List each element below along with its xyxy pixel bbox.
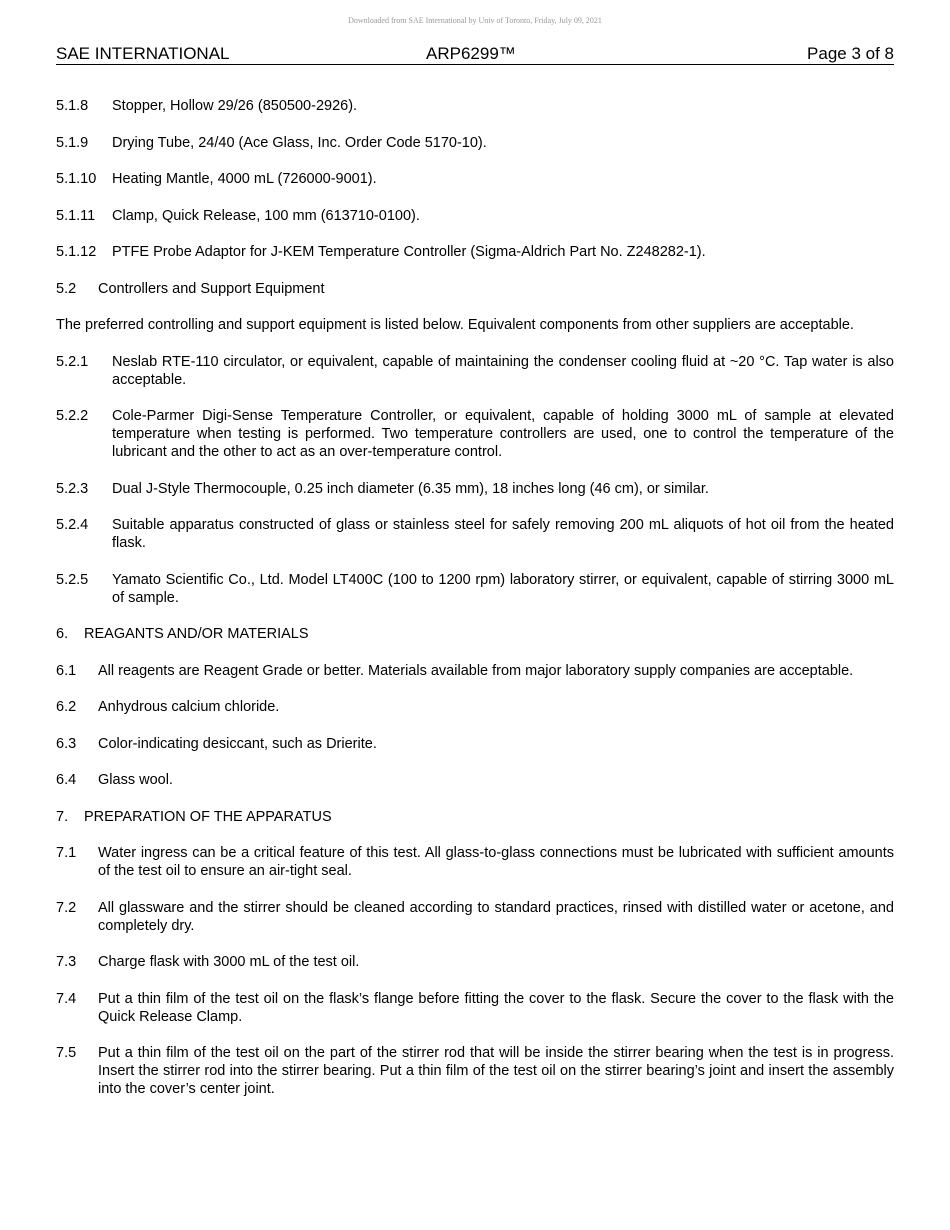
item-number: 5.1.8 (56, 98, 89, 114)
item-text: Charge flask with 3000 mL of the test oil. (98, 954, 360, 970)
paragraph-text: The preferred controlling and support equipment is listed below. Equivalent components from other suppliers are acceptable. (56, 317, 854, 333)
list-item (56, 243, 894, 261)
section-heading (56, 280, 894, 298)
section-number: 5.2 (56, 280, 77, 297)
section-title: Controllers and Support Equipment (98, 280, 325, 297)
header-page-number: Page 3 of 8 (807, 44, 894, 63)
item-text: Heating Mantle, 4000 mL (726000-9001). (112, 171, 377, 187)
item-number: 6.4 (56, 772, 77, 788)
item-text: Drying Tube, 24/40 (Ace Glass, Inc. Order Code 5170-10). (112, 134, 487, 151)
section-title: REAGANTS AND/OR MATERIALS (84, 626, 309, 642)
item-number: 7.5 (56, 1045, 77, 1061)
item-text: Put a thin film of the test oil on the flask’s flange before fitting the cover to the flask. Secure the cover to the flask with the Quick Release Clamp. (98, 990, 894, 1025)
item-number: 5.2.5 (56, 571, 89, 588)
item-number: 6.3 (56, 735, 77, 752)
item-text: Dual J-Style Thermocouple, 0.25 inch diameter (6.35 mm), 18 inches long (46 cm), or similar. (112, 480, 709, 497)
item-text: Stopper, Hollow 29/26 (850500-2926). (112, 98, 358, 114)
item-number: 6.1 (56, 662, 77, 679)
item-number: 5.2.4 (56, 517, 89, 533)
section-number: 7. (56, 808, 69, 825)
list-item (56, 97, 894, 115)
list-item (56, 170, 894, 188)
item-text: All glassware and the stirrer should be cleaned according to standard practices, rinsed with distilled water or acetone, and completely dry. (98, 899, 894, 934)
section-number: 6. (56, 626, 69, 642)
item-number: 7.2 (56, 899, 77, 916)
item-text: Anhydrous calcium chloride. (98, 699, 280, 715)
list-item (56, 662, 894, 680)
item-number: 7.3 (56, 954, 77, 970)
item-text: Color-indicating desiccant, such as Drierite. (98, 735, 377, 752)
section-title: PREPARATION OF THE APPARATUS (84, 808, 332, 825)
download-watermark: Downloaded from SAE International by Univ of Toronto, Friday, July 09, 2021 (348, 16, 602, 25)
list-item (56, 844, 894, 880)
section-heading (56, 625, 894, 643)
item-number: 5.2.2 (56, 408, 89, 424)
item-text: Yamato Scientific Co., Ltd. Model LT400C (100 to 1200 rpm) laboratory stirrer, or equivalent, capable of stirring 3000 mL of sample. (112, 571, 894, 606)
item-text: Neslab RTE-110 circulator, or equivalent, capable of maintaining the condenser cooling fluid at ~20 °C. Tap water is also acceptable. (112, 353, 894, 388)
header-organization: SAE INTERNATIONAL (56, 44, 230, 63)
item-number: 5.1.10 (56, 171, 97, 187)
item-number: 5.2.3 (56, 480, 89, 497)
list-item (56, 698, 894, 716)
item-text: Cole-Parmer Digi-Sense Temperature Controller, or equivalent, capable of holding 3000 mL of sample at elevated temperature when testing is performed. Two temperature controllers are used, one to control the temperature of the lubricant and the other to act as an over-temperature control. (112, 408, 894, 460)
item-number: 5.1.9 (56, 134, 89, 151)
item-text: Put a thin film of the test oil on the part of the stirrer rod that will be inside the stirrer bearing when the test is in progress. Insert the stirrer rod into the stirrer bearing. Put a thin film of the test oil on the stirrer bearing’s joint and insert the assembly into the cover’s center joint. (98, 1045, 894, 1097)
item-number: 6.2 (56, 699, 77, 715)
item-text: PTFE Probe Adaptor for J-KEM Temperature Controller (Sigma-Aldrich Part No. Z248282-1). (112, 244, 706, 260)
list-item (56, 407, 894, 461)
item-number: 5.1.12 (56, 244, 97, 260)
list-item (56, 134, 894, 152)
document-body (56, 97, 894, 1117)
list-item (56, 353, 894, 389)
item-number: 5.1.11 (56, 207, 96, 224)
item-number: 5.2.1 (56, 353, 89, 370)
list-item (56, 516, 894, 552)
item-number: 7.1 (56, 845, 77, 861)
list-item (56, 1044, 894, 1098)
item-text: Water ingress can be a critical feature of this test. All glass-to-glass connections must be lubricated with sufficient amounts of the test oil to ensure an air-tight seal. (98, 845, 894, 879)
list-item (56, 771, 894, 789)
list-item (56, 899, 894, 935)
paragraph (56, 316, 894, 334)
item-number: 7.4 (56, 990, 77, 1007)
list-item (56, 990, 894, 1026)
item-text: Clamp, Quick Release, 100 mm (613710-0100). (112, 207, 420, 224)
list-item (56, 571, 894, 607)
list-item (56, 207, 894, 225)
list-item (56, 735, 894, 753)
list-item (56, 480, 894, 498)
section-heading (56, 808, 894, 826)
item-text: All reagents are Reagent Grade or better. Materials available from major laboratory supply companies are acceptable. (98, 662, 854, 679)
list-item (56, 953, 894, 971)
header-document-number: ARP6299™ (426, 44, 516, 63)
page-header (56, 44, 894, 65)
item-text: Suitable apparatus constructed of glass or stainless steel for safely removing 200 mL aliquots of hot oil from the heated flask. (112, 517, 894, 551)
item-text: Glass wool. (98, 772, 173, 788)
